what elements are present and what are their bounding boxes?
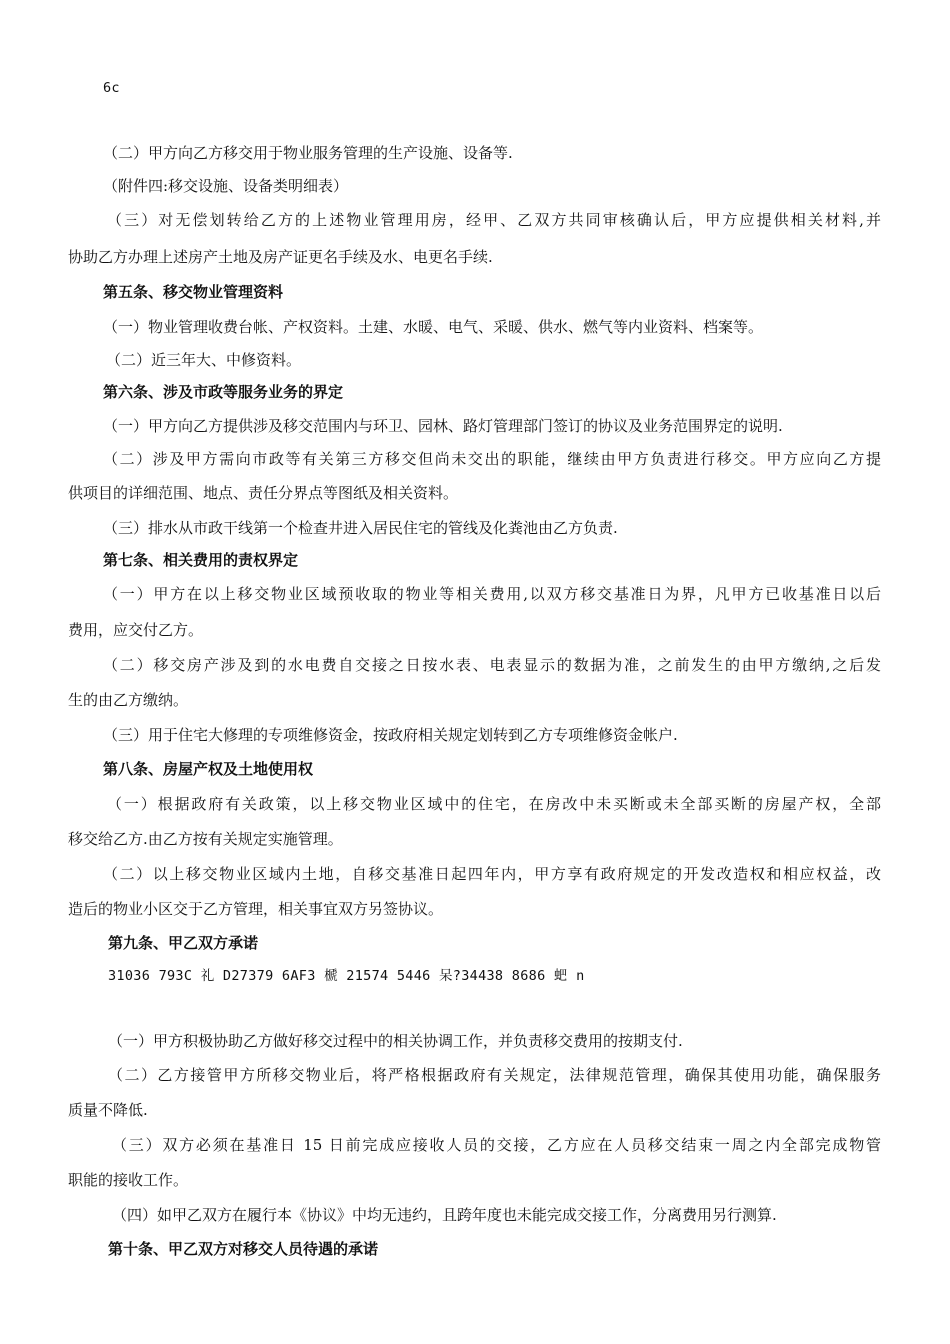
- section-heading: 第十条、甲乙双方对移交人员待遇的承诺: [108, 1240, 379, 1258]
- paragraph-line: （二）移交房产涉及到的水电费自交接之日按水表、电表显示的数据为准，之前发生的由甲方缴纳,之后发: [103, 656, 881, 674]
- code-text-top: 6c: [103, 80, 120, 96]
- paragraph-line: （一）根据政府有关政策，以上移交物业区域中的住宅，在房改中未买断或未全部买断的房屋产权，全部: [107, 795, 881, 813]
- paragraph-line: （四）如甲乙双方在履行本《协议》中均无违约，且跨年度也未能完成交接工作，分离费用另行测算.: [112, 1206, 777, 1224]
- paragraph-line: （一）甲方向乙方提供涉及移交范围内与环卫、园林、路灯管理部门签订的协议及业务范围界定的说明.: [103, 417, 783, 435]
- section-heading: 第八条、房屋产权及土地使用权: [103, 760, 314, 778]
- paragraph-line: （一）物业管理收费台帐、产权资料。土建、水暖、电气、采暖、供水、燃气等内业资料、档案等。: [103, 318, 764, 336]
- paragraph-line: （三）双方必须在基准日 15 日前完成应接收人员的交接，乙方应在人员移交结束一周之内全部完成物管: [112, 1136, 881, 1154]
- section-heading: 第五条、移交物业管理资料: [103, 283, 284, 301]
- paragraph-line: （二）近三年大、中修资料。: [106, 351, 302, 369]
- paragraph-line: （附件四:移交设施、设备类明细表）: [103, 177, 349, 195]
- paragraph-line: 协助乙方办理上述房产土地及房产证更名手续及水、电更名手续.: [68, 248, 493, 266]
- section-heading: 第六条、涉及市政等服务业务的界定: [103, 383, 344, 401]
- paragraph-line: 供项目的详细范围、地点、责任分界点等图纸及相关资料。: [68, 484, 459, 502]
- section-heading: 第七条、相关费用的责权界定: [103, 551, 299, 569]
- paragraph-line: （二）以上移交物业区域内土地，自移交基准日起四年内，甲方享有政府规定的开发改造权和相应权益，改: [103, 865, 881, 883]
- paragraph-line: 费用，应交付乙方。: [68, 621, 204, 639]
- paragraph-line: （一）甲方在以上移交物业区域预收取的物业等相关费用,以双方移交基准日为界，凡甲方已收基准日以后: [103, 585, 881, 603]
- paragraph-line: 移交给乙方.由乙方按有关规定实施管理。: [68, 830, 343, 848]
- paragraph-line: （三）排水从市政干线第一个检查井进入居民住宅的管线及化粪池由乙方负责.: [103, 519, 618, 537]
- paragraph-line: 生的由乙方缴纳。: [68, 691, 189, 709]
- paragraph-line: 质量不降低.: [68, 1101, 148, 1119]
- paragraph-line: 造后的物业小区交于乙方管理，相关事宜双方另签协议。: [68, 900, 444, 918]
- paragraph-line: （一）甲方积极协助乙方做好移交过程中的相关协调工作，并负责移交费用的按期支付.: [108, 1032, 683, 1050]
- paragraph-line: （三）对无偿划转给乙方的上述物业管理用房，经甲、乙双方共同审核确认后，甲方应提供相关材料,并: [107, 211, 881, 229]
- paragraph-line: （二）乙方接管甲方所移交物业后，将严格根据政府有关规定，法律规范管理，确保其使用功能，确保服务: [108, 1066, 881, 1084]
- code-text-line: 31036 793C 礼 D27379 6AF3 榹 21574 5446 呆?34438 8686 蚆 n: [108, 968, 585, 984]
- section-heading: 第九条、甲乙双方承诺: [108, 934, 259, 952]
- paragraph-line: （二）甲方向乙方移交用于物业服务管理的生产设施、设备等.: [103, 144, 513, 162]
- paragraph-line: （三）用于住宅大修理的专项维修资金，按政府相关规定划转到乙方专项维修资金帐户.: [103, 726, 678, 744]
- paragraph-line: 职能的接收工作。: [68, 1171, 189, 1189]
- paragraph-line: （二）涉及甲方需向市政等有关第三方移交但尚未交出的职能，继续由甲方负责进行移交。甲方应向乙方提: [103, 450, 881, 468]
